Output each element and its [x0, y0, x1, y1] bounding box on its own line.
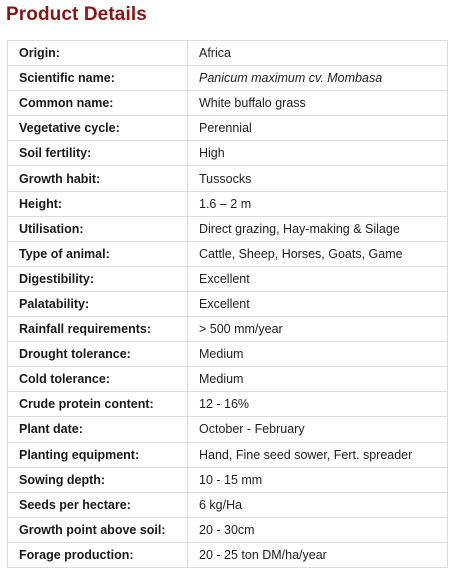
row-value-origin: Africa — [188, 41, 448, 66]
table-row — [8, 116, 448, 141]
row-label-forage-production: Forage production: — [8, 542, 188, 567]
row-value-soil-fertility: High — [188, 141, 448, 166]
row-value-growth-habit: Tussocks — [188, 166, 448, 191]
row-value-drought-tolerance: Medium — [188, 342, 448, 367]
row-value-planting-equipment: Hand, Fine seed sower, Fert. spreader — [188, 442, 448, 467]
table-row — [8, 342, 448, 367]
row-value-sowing-depth: 10 - 15 mm — [188, 467, 448, 492]
row-value-height: 1.6 – 2 m — [188, 191, 448, 216]
row-label-crude-protein-content: Crude protein content: — [8, 392, 188, 417]
row-value-seeds-per-hectare: 6 kg/Ha — [188, 492, 448, 517]
page-title: Product Details — [6, 4, 147, 25]
row-value-vegetative-cycle: Perennial — [188, 116, 448, 141]
table-row — [8, 166, 448, 191]
row-label-plant-date: Plant date: — [8, 417, 188, 442]
row-label-seeds-per-hectare: Seeds per hectare: — [8, 492, 188, 517]
row-value-common-name: White buffalo grass — [188, 91, 448, 116]
table-row — [8, 442, 448, 467]
row-label-origin: Origin: — [8, 41, 188, 66]
table-row — [8, 241, 448, 266]
row-label-utilisation: Utilisation: — [8, 216, 188, 241]
row-label-scientific-name: Scientific name: — [8, 66, 188, 91]
table-row — [8, 417, 448, 442]
row-value-scientific-name: Panicum maximum cv. Mombasa — [188, 66, 448, 91]
row-label-height: Height: — [8, 191, 188, 216]
row-value-utilisation: Direct grazing, Hay-making & Silage — [188, 216, 448, 241]
product-details-table — [7, 40, 448, 568]
table-row — [8, 291, 448, 316]
row-label-growth-point-above-soil: Growth point above soil: — [8, 517, 188, 542]
row-label-rainfall-requirements: Rainfall requirements: — [8, 317, 188, 342]
table-row — [8, 266, 448, 291]
row-label-soil-fertility: Soil fertility: — [8, 141, 188, 166]
table-row — [8, 141, 448, 166]
row-value-crude-protein-content: 12 - 16% — [188, 392, 448, 417]
row-value-plant-date: October - February — [188, 417, 448, 442]
table-row — [8, 317, 448, 342]
row-label-common-name: Common name: — [8, 91, 188, 116]
table-row — [8, 492, 448, 517]
row-label-type-of-animal: Type of animal: — [8, 241, 188, 266]
row-label-digestibility: Digestibility: — [8, 266, 188, 291]
row-value-cold-tolerance: Medium — [188, 367, 448, 392]
table-row — [8, 517, 448, 542]
table-row — [8, 41, 448, 66]
row-label-growth-habit: Growth habit: — [8, 166, 188, 191]
row-value-growth-point-above-soil: 20 - 30cm — [188, 517, 448, 542]
row-label-cold-tolerance: Cold tolerance: — [8, 367, 188, 392]
table-row — [8, 367, 448, 392]
row-label-sowing-depth: Sowing depth: — [8, 467, 188, 492]
table-row — [8, 66, 448, 91]
row-label-drought-tolerance: Drought tolerance: — [8, 342, 188, 367]
table-row — [8, 91, 448, 116]
row-value-rainfall-requirements: > 500 mm/year — [188, 317, 448, 342]
table-row — [8, 191, 448, 216]
row-value-forage-production: 20 - 25 ton DM/ha/year — [188, 542, 448, 567]
row-label-palatability: Palatability: — [8, 291, 188, 316]
table-row — [8, 216, 448, 241]
table-row — [8, 542, 448, 567]
row-label-planting-equipment: Planting equipment: — [8, 442, 188, 467]
row-label-vegetative-cycle: Vegetative cycle: — [8, 116, 188, 141]
table-row — [8, 467, 448, 492]
row-value-type-of-animal: Cattle, Sheep, Horses, Goats, Game — [188, 241, 448, 266]
table-row — [8, 392, 448, 417]
row-value-palatability: Excellent — [188, 291, 448, 316]
row-value-digestibility: Excellent — [188, 266, 448, 291]
